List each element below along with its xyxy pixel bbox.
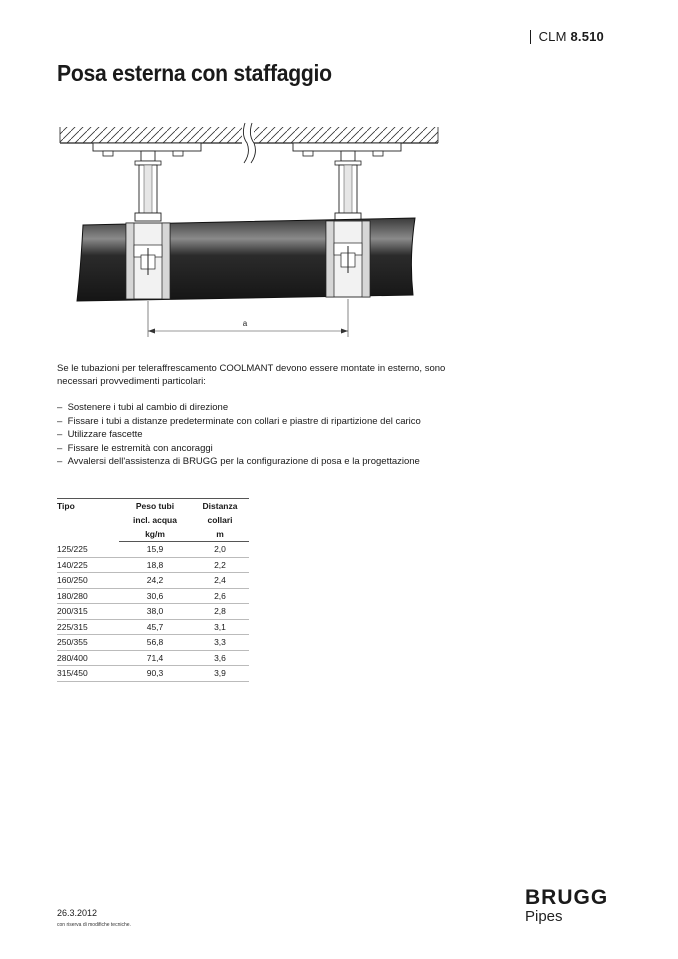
table-row — [57, 573, 249, 589]
cell-peso: 18,8 — [119, 557, 191, 573]
cell-tipo: 250/355 — [57, 635, 119, 651]
cell-distanza: 3,1 — [191, 619, 249, 635]
cell-distanza: 2,0 — [191, 542, 249, 558]
cell-peso: 90,3 — [119, 666, 191, 682]
footer-date: 26.3.2012 — [57, 908, 98, 918]
dimension-label: a — [242, 319, 248, 328]
cell-tipo: 125/225 — [57, 542, 119, 558]
break-mark — [242, 123, 255, 163]
support-bracket-left — [93, 143, 201, 221]
cell-peso: 24,2 — [119, 573, 191, 589]
list-item: – Utilizzare fascette — [57, 428, 557, 442]
clamp-collar-right — [326, 221, 370, 297]
header-tipo: Tipo — [57, 499, 119, 542]
table-row — [57, 619, 249, 635]
intro-paragraph: Se le tubazioni per teleraffrescamento COOLMANT devono essere montate in esterno, sono necessari provvedimenti particolari: — [57, 363, 446, 387]
page-title: Posa esterna con staffaggio — [57, 60, 332, 86]
header-distanza-sub: collari — [207, 515, 233, 525]
list-item: – Fissare i tubi a distanze predeterminate con collari e piastre di ripartizione del carico — [57, 415, 557, 429]
specs-table — [57, 498, 249, 682]
header-peso: Peso tubi — [119, 499, 191, 514]
support-bracket-right — [293, 143, 401, 221]
cell-peso: 38,0 — [119, 604, 191, 620]
footer-note: con riserva di modifiche tecniche. — [57, 922, 131, 928]
cell-tipo: 200/315 — [57, 604, 119, 620]
table-row — [57, 588, 249, 604]
cell-distanza: 2,6 — [191, 588, 249, 604]
cell-distanza: 2,2 — [191, 557, 249, 573]
list-item: – Fissare le estremità con ancoraggi — [57, 442, 557, 456]
doc-code-prefix: CLM — [538, 29, 567, 44]
cell-distanza: 2,8 — [191, 604, 249, 620]
cell-tipo: 280/400 — [57, 650, 119, 666]
cell-distanza: 2,4 — [191, 573, 249, 589]
pipe-mounting-diagram — [55, 115, 445, 340]
cell-distanza: 3,9 — [191, 666, 249, 682]
cell-tipo: 315/450 — [57, 666, 119, 682]
table-row — [57, 650, 249, 666]
header-distanza-unit: m — [191, 527, 249, 542]
cell-peso: 15,9 — [119, 542, 191, 558]
cell-distanza: 3,6 — [191, 650, 249, 666]
list-item: – Sostenere i tubi al cambio di direzione — [57, 401, 557, 415]
cell-tipo: 160/250 — [57, 573, 119, 589]
header-peso-sub: incl. acqua — [133, 515, 177, 525]
cell-peso: 71,4 — [119, 650, 191, 666]
header-peso-unit: kg/m — [119, 527, 191, 542]
cell-tipo: 225/315 — [57, 619, 119, 635]
cell-tipo: 140/225 — [57, 557, 119, 573]
document-code — [530, 30, 604, 44]
brand-subline: Pipes — [525, 908, 563, 925]
brand-name: BRUGG — [525, 886, 609, 909]
brand-logo — [525, 888, 608, 925]
cell-distanza: 3,3 — [191, 635, 249, 651]
table-row — [57, 666, 249, 682]
requirements-list — [57, 401, 557, 469]
cell-peso: 45,7 — [119, 619, 191, 635]
table-row — [57, 635, 249, 651]
table-row — [57, 557, 249, 573]
cell-tipo: 180/280 — [57, 588, 119, 604]
cell-peso: 56,8 — [119, 635, 191, 651]
list-item: – Avvalersi dell'assistenza di BRUGG per la configurazione di posa e la progettazione — [57, 455, 557, 469]
dimension-line — [148, 299, 348, 337]
header-distanza: Distanza — [191, 499, 249, 514]
cell-peso: 30,6 — [119, 588, 191, 604]
doc-code-number: 8.510 — [570, 29, 604, 44]
table-row — [57, 542, 249, 558]
clamp-collar-left — [126, 223, 170, 299]
table-row — [57, 604, 249, 620]
